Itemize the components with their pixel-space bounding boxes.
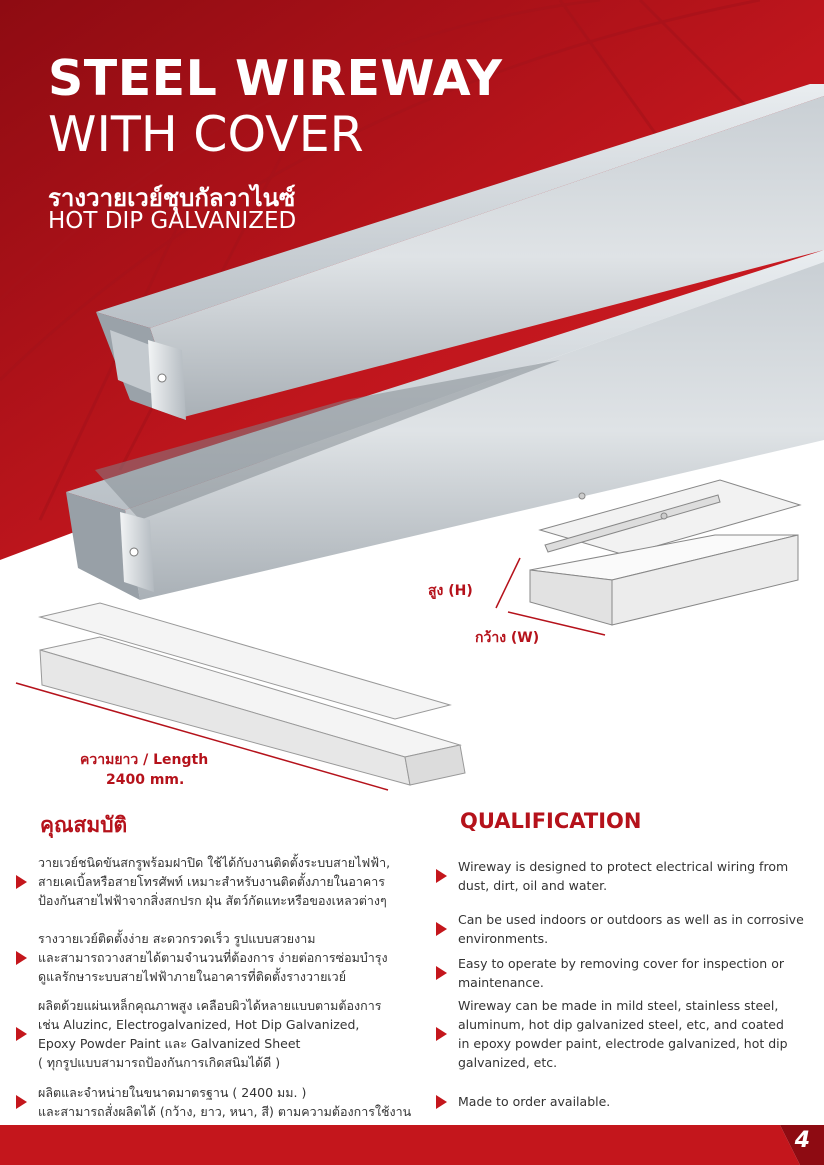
list-item-text: ผลิตด้วยแผ่นเหล็กคุณภาพสูง เคลือบผิวได้หลายแบบตามต้องการ เช่น Aluzinc, Electrogalvanized, Hot Dip Galvanized, Epoxy Powder Paint และ Galvanized Sheet ( ทุกรูปแบบสามารถป้องกันการเกิดสนิมได้ดี )	[38, 998, 382, 1070]
list-item	[436, 910, 806, 948]
bullet-triangle-icon	[16, 875, 27, 889]
bullet-triangle-icon	[16, 951, 27, 965]
exploded-section-diagram	[530, 480, 800, 625]
bullet-triangle-icon	[16, 1095, 27, 1109]
list-item-text: ผลิตและจำหน่ายในขนาดมาตรฐาน ( 2400 มม. ) และสามารถสั่งผลิตได้ (กว้าง, ยาว, หนา, สี) ตามความต้องการใช้งาน	[38, 1085, 412, 1119]
list-item	[436, 1092, 806, 1111]
list-item	[436, 857, 806, 895]
list-item	[436, 954, 806, 992]
length-label-text: ความยาว / Length	[80, 752, 209, 768]
bullet-triangle-icon	[436, 1027, 447, 1041]
list-item	[16, 853, 436, 910]
bullet-triangle-icon	[436, 869, 447, 883]
bullet-triangle-icon	[16, 1027, 27, 1041]
height-dimension-line	[496, 558, 520, 608]
height-label: สูง (H)	[428, 583, 473, 599]
list-item	[436, 996, 806, 1072]
list-item-text: Wireway can be made in mild steel, stainless steel, aluminum, hot dip galvanized steel, etc, and coated in epoxy powder paint, electrode galvanized, hot dip galvanized, etc.	[458, 998, 788, 1070]
list-item-text: Easy to operate by removing cover for inspection or maintenance.	[458, 956, 784, 990]
qualification-heading-english: QUALIFICATION	[460, 809, 642, 833]
subtitle-english: HOT DIP GALVANIZED	[48, 208, 297, 234]
bullet-triangle-icon	[436, 966, 447, 980]
length-value: 2400 mm.	[106, 772, 185, 788]
title-line-1: STEEL WIREWAY	[48, 50, 503, 107]
footer-bar	[0, 1125, 824, 1165]
title-line-2: WITH COVER	[48, 106, 364, 163]
subtitle-thai: รางวายเวย์ชุบกัลวาไนซ์	[48, 184, 296, 212]
page-number: 4	[794, 1128, 810, 1153]
list-item-text: Wireway is designed to protect electrical wiring from dust, dirt, oil and water.	[458, 859, 789, 893]
list-item-text: Made to order available.	[458, 1094, 611, 1109]
qualification-heading-thai: คุณสมบัติ	[40, 813, 128, 837]
list-item-text: วายเวย์ชนิดขันสกรูพร้อมฝาปิด ใช้ได้กับงานติดตั้งระบบสายไฟฟ้า, สายเคเบิ้ลหรือสายโทรศัพท์ เหมาะสำหรับงานติดตั้งภายในอาคาร ป้องกันสายไฟฟ้าจากสิ่งสกปรก ฝุ่น สัตว์กัดแทะหรือของเหลวต่างๆ	[38, 855, 391, 908]
length-diagram	[0, 595, 480, 795]
bullet-triangle-icon	[436, 1095, 447, 1109]
width-label: กว้าง (W)	[475, 630, 540, 646]
list-item	[16, 996, 436, 1072]
list-item	[16, 929, 436, 986]
length-label	[80, 750, 208, 790]
list-item	[16, 1083, 436, 1121]
list-item-text: Can be used indoors or outdoors as well as in corrosive environments.	[458, 912, 804, 946]
list-item-text: รางวายเวย์ติดตั้งง่าย สะดวกรวดเร็ว รูปแบบสวยงาม และสามารถวางสายได้ตามจำนวนที่ต้องการ ง่ายต่อการซ่อมบำรุง ดูแลรักษาระบบสายไฟฟ้าภายในอาคารที่ติดตั้งรางวายเวย์	[38, 931, 388, 984]
bullet-triangle-icon	[436, 922, 447, 936]
